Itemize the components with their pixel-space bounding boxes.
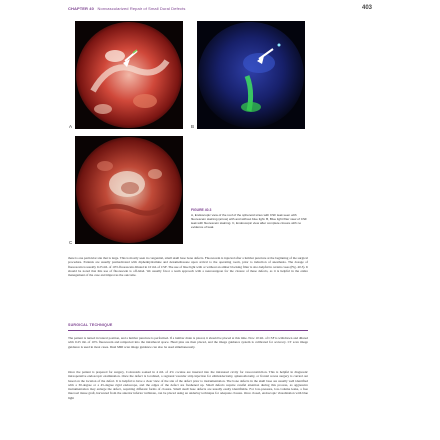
figure-panel-c-image xyxy=(75,136,183,244)
body-paragraph-3: Once the patient is prepared for surgery, Cottonoids soaked in 4 mL of 4% cocaine are inserted into the intranasal cavity for vasoconstriction. This is helpful in diagnostic intraoperative endoscopic examination. Once the defect is localized, a regional vascular strip injection for ethmoidectomy, sphenoidotomy, or frontal recess surgery is carried out based on the location of the defect. It is helpful to have a clear view of the site of the defect prior to instrumentation. The bone defects in the skull base are usually well identified with a 30-degree or a 45-degree rigid endoscope, and the edges of the defect are freshened up. Small defects require careful attention during this process, as aggressive instrumentation may enlarge the defect, requiring different forms of closure. Small skull base defects are usually easily identifiable. For low-pressure, low-volume leaks, a free mucosal tissue graft, harvested from the anterior inferior turbinate, can be placed using an underlay technique for adequate closure. Once closed, endoscopic visualization with blue light xyxy=(68,370,308,400)
figure-caption-text: A, Endoscopic view of the roof of the sphenoid sinus with CSF leak seen with fluorescein staining (arrow) with and without blue light. B, Blue light filter view of CSF leak with fluorescein staining. C, Endoscopic view after complete closure with no evidence of leak. xyxy=(191,213,307,230)
running-header xyxy=(68,6,185,11)
chapter-title: Nonvascularized Repair of Small Dural Defects xyxy=(97,6,186,11)
endoscopic-photo-red-icon xyxy=(75,21,183,129)
panel-letter-a: A xyxy=(69,124,73,129)
section-heading: SURGICAL TECHNIQUE xyxy=(68,323,113,327)
chapter-label: CHAPTER 40 xyxy=(68,6,94,11)
section-rule xyxy=(68,330,308,331)
figure-caption-label: FIGURE 40.3 xyxy=(191,208,212,212)
panel-letter-b: B xyxy=(191,124,195,129)
endoscopic-photo-blue-fluorescein-icon xyxy=(197,21,305,129)
panel-letter-c: C xyxy=(69,240,73,245)
body-paragraph-2: The patient is turned in lateral position, and a lumbar puncture is performed. If a lumbar drain is placed, it should be placed at this time. Now 10 mL of CSF is withdrawn and diluted with 0.25 mL of 10% fluorescein and reinjected into the intrathecal space. Head pins are then placed, and the image guidance system is calibrated for accuracy. CT scan image guidance is used in most cases. Dual MRI scan image guidance can also be used simultaneously. xyxy=(68,336,308,349)
figure-panel-b-image xyxy=(197,21,305,129)
endoscopic-photo-closure-icon xyxy=(75,136,183,244)
figure-caption xyxy=(191,208,311,229)
body-paragraph-1: there is one particular site that is large. This is mostly seen in congenital, small skull base bone defects. Fluorescein is injected after a lumbar puncture at the beginning of the surgical procedure. Patients are usually premedicated with diphenhydramine and dexamethasone upon arrival to the operating room, prior to induction of anesthesia. The dosage of fluorescein is usually 0.25 mL of 10% fluorescein diluted in 10 mL of CSF. The use of blue light with or without an amber blocking filter is also helpful in certain cases (Fig. 40.3). It should be noted that this use of fluorescein is off-label. We usually favor a team approach with a neurosurgeon for the closure of these defects, as it is helpful in the entire management of the case and improves the outcome. xyxy=(68,256,308,278)
figure-panel-a-image xyxy=(75,21,183,129)
page-number: 403 xyxy=(362,5,373,11)
